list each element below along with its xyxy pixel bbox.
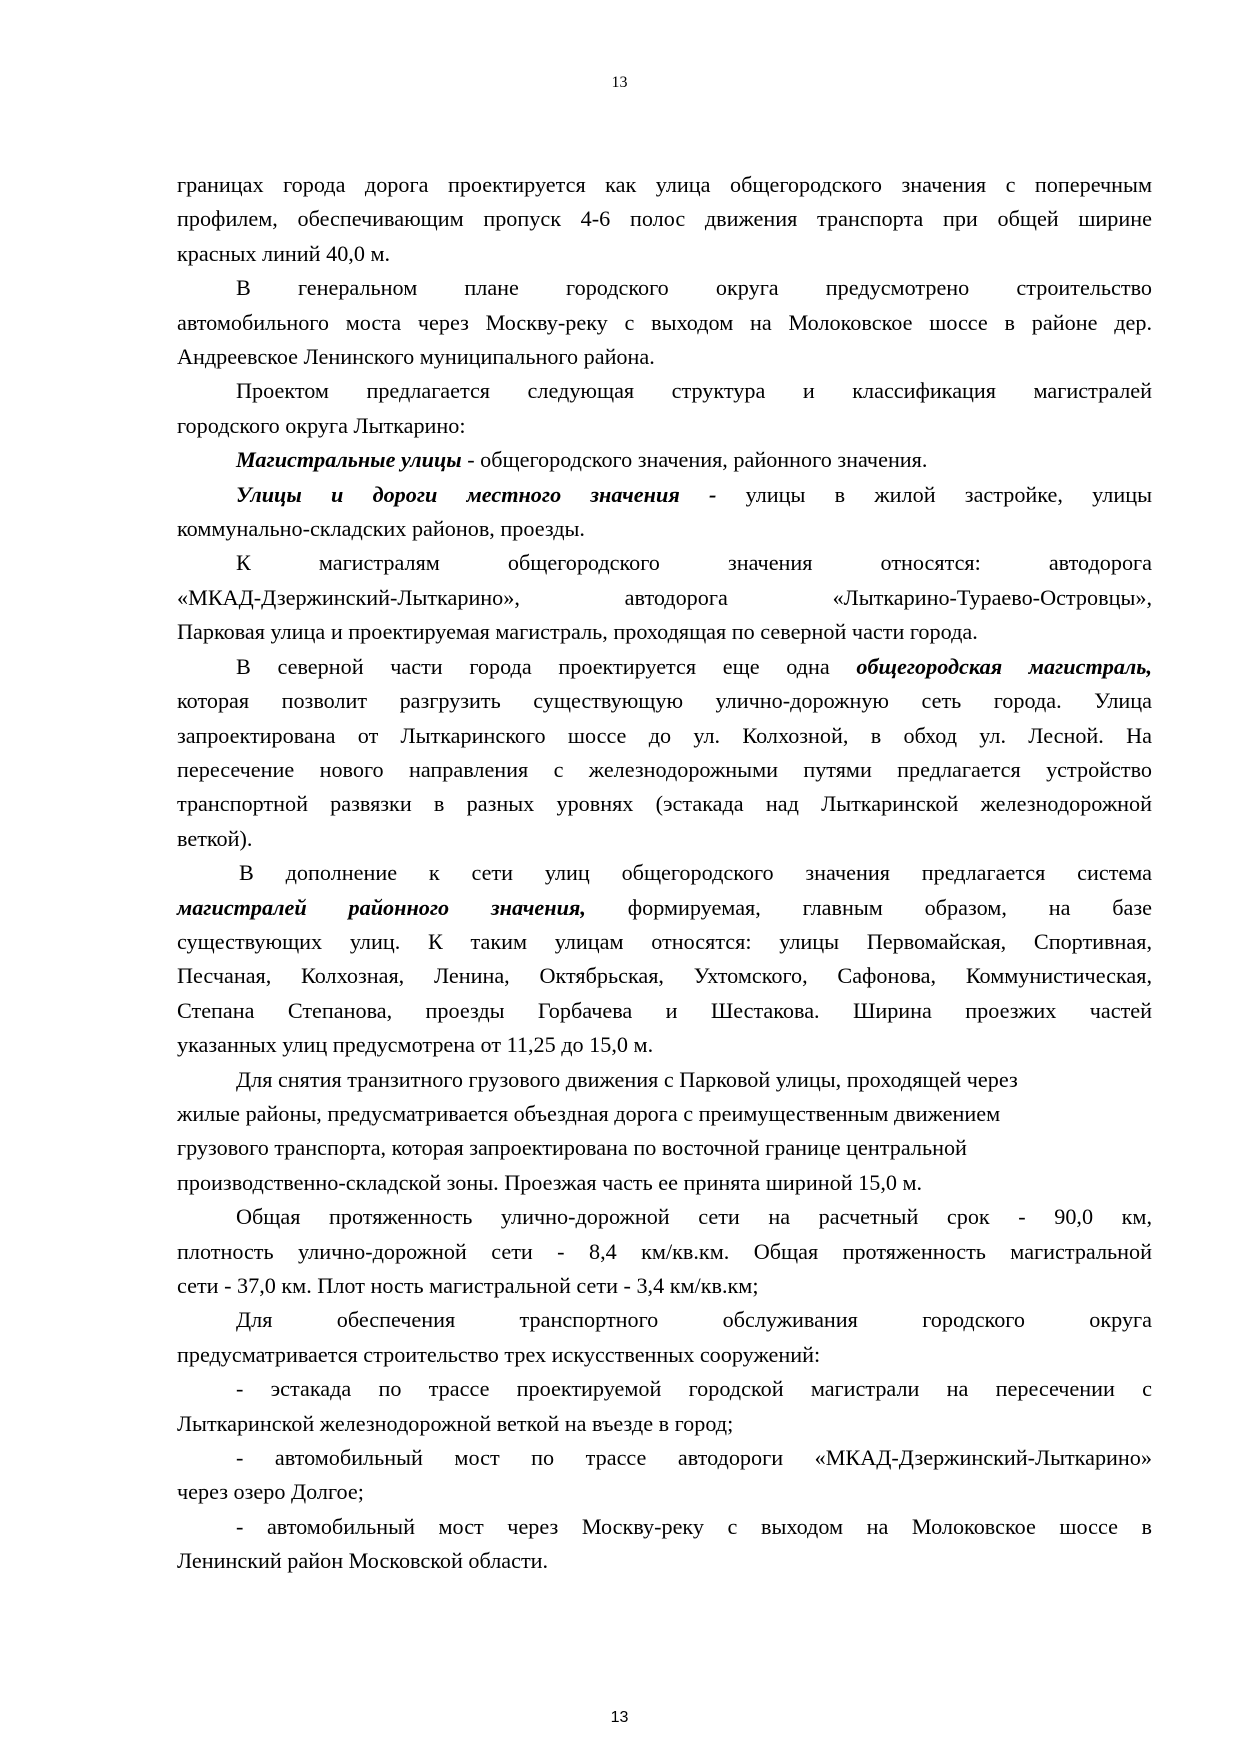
text-line: коммунально-складских районов, проезды. xyxy=(177,516,585,542)
text-line: границах города дорога проектируется как улица общегородского значения с поперечным xyxy=(177,172,1152,197)
text-line: В дополнение к сети улиц общегородского значения предлагается система xyxy=(239,860,1152,886)
text-line: веткой). xyxy=(177,825,253,851)
paragraph-network-length xyxy=(177,1200,1152,1303)
list-item-lake-bridge xyxy=(177,1441,1152,1510)
text-line: жилые районы, предусматривается объездная дорога с преимущественным движением xyxy=(177,1100,1001,1126)
text-line: запроектирована от Лыткаринского шоссе до ул. Колхозной, в обход ул. Лесной. На xyxy=(177,722,1152,748)
text-line: которая позволит разгрузить существующую улично-дорожную сеть города. Улица xyxy=(177,688,1152,714)
text-line: «МКАД-Дзержинский-Лыткарино», автодорога «Лыткарино-Тураево-Островцы», xyxy=(177,584,1152,610)
list-item-river-bridge xyxy=(177,1510,1152,1579)
paragraph-citywide-highways xyxy=(177,546,1152,649)
paragraph-classification-intro xyxy=(177,374,1152,443)
paragraph-main-streets xyxy=(177,443,1152,477)
text-line: Общая протяженность улично-дорожной сети на расчетный срок - 90,0 км, xyxy=(236,1204,1152,1230)
text-line: плотность улично-дорожной сети - 8,4 км/кв.км. Общая протяженность магистральной xyxy=(177,1238,1152,1264)
text-fragment: формируемая, главным образом, на базе xyxy=(585,894,1152,920)
text-line: грузового транспорта, которая запроектирована по восточной границе центральной xyxy=(177,1135,967,1161)
paragraph-structures-intro xyxy=(177,1303,1152,1372)
text-line: существующих улиц. К таким улицам относятся: улицы Первомайская, Спортивная, xyxy=(177,928,1152,954)
text-line: В генеральном плане городского округа предусмотрено строительство xyxy=(236,275,1152,301)
text-line: Андреевское Ленинского муниципального района. xyxy=(177,344,655,370)
text-line: Лыткаринской железнодорожной веткой на въезде в город; xyxy=(177,1410,734,1436)
text-line: Песчаная, Колхозная, Ленина, Октябрьская, Ухтомского, Сафонова, Коммунистическая, xyxy=(177,963,1152,989)
term-main-streets-definition: - общегородского значения, районного значения. xyxy=(461,447,928,473)
text-line: сети - 37,0 км. Плот ность магистральной сети - 3,4 км/кв.км; xyxy=(177,1273,759,1298)
text-line: городского округа Лыткарино: xyxy=(177,412,466,438)
list-item-overpass xyxy=(177,1372,1152,1441)
text-fragment: В северной части города проектируется еще одна xyxy=(236,653,857,679)
page-number-top: 13 xyxy=(611,74,628,91)
text-line: производственно-складской зоны. Проезжая часть ее принята шириной 15,0 м. xyxy=(177,1169,923,1195)
term-citywide-highway: общегородская магистраль, xyxy=(856,653,1152,679)
text-line: Ленинский район Московской области. xyxy=(177,1548,549,1574)
paragraph-northern-highway xyxy=(177,650,1152,856)
text-line: указанных улиц предусмотрена от 11,25 до 15,0 м. xyxy=(177,1032,654,1058)
text-line: через озеро Долгое; xyxy=(177,1479,364,1505)
text-line: предусматривается строительство трех искусственных сооружений: xyxy=(177,1341,821,1367)
text-line: профилем, обеспечивающим пропуск 4-6 полос движения транспорта при общей ширине xyxy=(177,206,1152,232)
text-line: Парковая улица и проектируемая магистраль, проходящая по северной части города. xyxy=(177,619,978,645)
page-number-bottom: 13 xyxy=(610,1709,629,1726)
text-line: - автомобильный мост через Москву-реку с выходом на Молоковское шоссе в xyxy=(236,1513,1152,1539)
text-line: красных линий 40,0 м. xyxy=(177,240,391,266)
text-line xyxy=(177,443,1152,477)
text-line: Для снятия транзитного грузового движения с Парковой улицы, проходящей через xyxy=(236,1066,1018,1092)
text-line xyxy=(177,650,1152,684)
text-line xyxy=(177,478,1152,512)
text-line xyxy=(177,891,1152,925)
text-line: транспортной развязки в разных уровнях (эстакада над Лыткаринской железнодорожной xyxy=(177,791,1152,817)
term-local-streets: Улицы и дороги местного значения - xyxy=(236,481,717,507)
paragraph-local-streets xyxy=(177,478,1152,547)
text-line: Для обеспечения транспортного обслуживания городского округа xyxy=(236,1307,1152,1333)
text-line: Проектом предлагается следующая структура и классификация магистралей xyxy=(236,378,1152,404)
text-line: пересечение нового направления с железнодорожными путями предлагается устройство xyxy=(177,756,1152,782)
document-body xyxy=(177,168,1152,1579)
text-line: К магистралям общегородского значения относятся: автодорога xyxy=(236,550,1152,576)
paragraph-red-lines-width xyxy=(177,168,1152,271)
text-line: - эстакада по трассе проектируемой городской магистрали на пересечении с xyxy=(236,1376,1152,1402)
text-line: - автомобильный мост по трассе автодороги «МКАД-Дзержинский-Лыткарино» xyxy=(236,1445,1152,1471)
text-line: автомобильного моста через Москву-реку с выходом на Молоковское шоссе в районе дер. xyxy=(177,309,1152,335)
paragraph-general-plan-bridge xyxy=(177,271,1152,374)
term-district-highways: магистралей районного значения, xyxy=(177,894,586,920)
paragraph-bypass-road xyxy=(177,1063,1152,1201)
term-main-streets: Магистральные улицы xyxy=(236,447,462,473)
paragraph-district-highways xyxy=(177,856,1152,1062)
text-line: Степана Степанова, проезды Горбачева и Шестакова. Ширина проезжих частей xyxy=(177,997,1152,1023)
term-local-streets-definition: улицы в жилой застройке, улицы xyxy=(716,481,1152,507)
